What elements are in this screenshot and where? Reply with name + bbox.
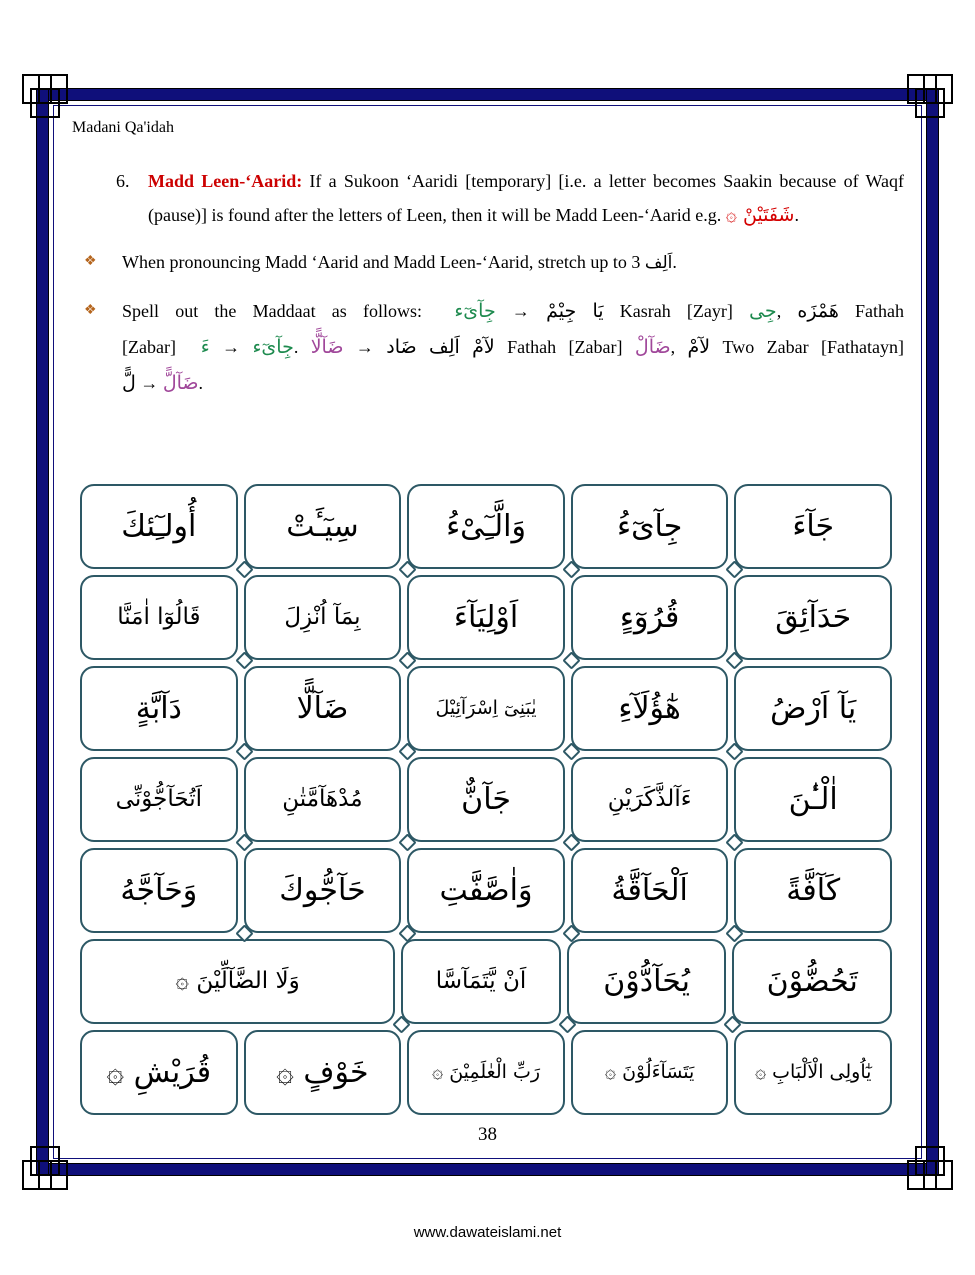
word-cell[interactable]: [80, 666, 238, 751]
word-cell[interactable]: [571, 575, 729, 660]
word-cell[interactable]: [407, 848, 565, 933]
word-cell-text: وَلَا الضَّآلِّيْنَ ۞: [175, 967, 300, 994]
table-row: [80, 1030, 892, 1115]
word-cell[interactable]: [732, 939, 892, 1024]
spell-out-label-two-zabar: Two Zabar [Fathatayn]: [722, 337, 904, 357]
word-cell-text: اَنْ يَّتَمَآسَّا: [435, 967, 527, 994]
word-cell[interactable]: [734, 666, 892, 751]
bullet-arabic-alif: اَلِف: [644, 253, 673, 273]
word-cell[interactable]: [244, 575, 402, 660]
word-cell[interactable]: [734, 484, 892, 569]
word-cell-text: بِمَآ اُنْزِلَ: [284, 603, 361, 630]
word-cell-text: يٰبَنِىٓ اِسْرَآئِيْلَ: [435, 696, 537, 719]
word-cell-text: خَوْفٍ ۞: [276, 1054, 369, 1090]
word-cell-text: جَآءَ: [792, 508, 835, 544]
word-cell[interactable]: [80, 575, 238, 660]
word-cell-text: يَآ اَرْضُ: [770, 690, 857, 726]
numbered-item-text: If a Sukoon ‘Aaridi [temporary] [i.e. a letter becomes Saakin because of Waqf (pause)] is found after the letters of Leen, then it will be Madd Leen-‘Aarid e.g.: [148, 171, 904, 225]
word-cell-text: هٰٓؤُلَآءِ: [618, 690, 681, 726]
bullet-text-before: When pronouncing Madd ‘Aarid and Madd Leen-‘Aarid, stretch up to 3: [122, 252, 645, 272]
spell-out-part-hamzah: هَمْزَه: [797, 300, 839, 322]
word-cell-text: ضَآلًّا: [296, 690, 349, 726]
bullet-item-stretch-rule: [72, 244, 904, 281]
spell-out-part-ya: يَا: [592, 300, 604, 322]
word-cell[interactable]: [567, 939, 727, 1024]
numbered-item-6: [72, 164, 904, 232]
word-cell-text: حَآجُّوكَ: [279, 872, 366, 908]
word-cell[interactable]: [571, 484, 729, 569]
word-cell[interactable]: [80, 757, 238, 842]
word-cell-text: اٰلْـٰٔنَ: [788, 781, 838, 817]
numbered-item-term: Madd Leen-‘Aarid:: [148, 171, 303, 191]
word-cell-text: ءَآلذَّكَرَيْنِ: [607, 785, 692, 812]
word-cell-text: اَتُحَآجُّوْنِّى: [115, 785, 202, 812]
word-cell[interactable]: [407, 1030, 565, 1115]
word-cell-text: وَحَآجَّهُ: [120, 872, 198, 908]
word-cell[interactable]: [244, 848, 402, 933]
word-cell-text: أُولـِٓئكَ: [121, 508, 197, 544]
numbered-item-example-arabic: شَفَتَيْنْ ۞: [725, 204, 795, 226]
spell-out-part-hamza-short: ءَ: [200, 336, 210, 358]
word-cell[interactable]: [407, 575, 565, 660]
table-row: [80, 575, 892, 660]
numbered-item-body: [148, 164, 904, 232]
word-cell[interactable]: [734, 575, 892, 660]
page-content: [72, 118, 904, 401]
word-cell[interactable]: [80, 1030, 238, 1115]
word-cell[interactable]: [571, 666, 729, 751]
spell-out-result-daal: ضَآلًّا: [310, 336, 344, 358]
word-cell[interactable]: [244, 484, 402, 569]
word-cell[interactable]: [734, 848, 892, 933]
diamond-bullet-icon-2: ❖: [84, 303, 97, 318]
word-cell-text: سِيٓـَٔتْ: [286, 508, 359, 544]
word-cell-text: اَلْحَآقَّةُ: [611, 872, 688, 908]
word-cell-text: يٰٓاُولِى الْاَلْبَابِ ۞: [755, 1060, 872, 1083]
frame-bar-right: [926, 88, 939, 1176]
word-cell-text: رَبِّ الْعٰلَمِيْنَ ۞: [432, 1060, 541, 1083]
spell-out-line-3: [122, 365, 904, 401]
frame-bar-bottom: [36, 1163, 939, 1176]
word-cell-text: كَآفَّةً: [786, 872, 841, 908]
frame-bar-left: [36, 88, 49, 1176]
spell-out-label-fathah: Fathah [Zabar]: [507, 337, 623, 357]
word-cell-text: جَآنٌّ: [461, 781, 511, 817]
spell-out-line-1: Spell out the Maddaat as follows: جِآىٓء → جِيْمْ يَا Kasrah [Zayr] جِى, هَمْزَه Fathah: [122, 300, 905, 322]
word-cell-text: اَوْلِيَآءَ: [453, 599, 519, 635]
spell-out-comma-2: ,: [670, 337, 676, 357]
table-row: [80, 848, 892, 933]
word-cell[interactable]: [571, 1030, 729, 1115]
word-cell-text: وَالَّـِٓىْءُ: [446, 508, 526, 544]
spell-out-result-jee: جِآىٓء: [454, 300, 496, 322]
word-cell-text: مُدْهَآمَّتٰنِ: [282, 785, 363, 812]
spell-out-arrow-1: →: [511, 301, 530, 321]
spell-out-arrow-2: →: [222, 337, 241, 357]
frame-bar-top: [36, 88, 939, 101]
corner-knot-top-left-icon: [22, 74, 78, 130]
spell-out-final: ضَآلًّ: [162, 372, 199, 394]
spell-out-part-daad: ضَاد: [386, 336, 417, 358]
word-cell[interactable]: [734, 757, 892, 842]
table-row: [80, 939, 892, 1024]
word-cell[interactable]: [244, 757, 402, 842]
word-cell-text: قُرَيْشِ ۞: [106, 1054, 212, 1090]
spell-out-label-kasrah: Kasrah [Zayr]: [619, 301, 733, 321]
word-cell[interactable]: [80, 484, 238, 569]
spell-out-part-alif: اَلِف: [429, 336, 460, 358]
word-cell[interactable]: [571, 757, 729, 842]
word-cell[interactable]: [244, 1030, 402, 1115]
spell-out-part-laam-m: لآمْ: [472, 336, 495, 358]
page-number: 38: [478, 1124, 497, 1145]
word-cell[interactable]: [571, 848, 729, 933]
word-cell[interactable]: [401, 939, 561, 1024]
bullet-item-spell-out-body: [122, 293, 904, 401]
bullet-item-spell-out: [72, 293, 904, 401]
table-row: [80, 757, 892, 842]
corner-knot-top-right-icon: [897, 74, 953, 130]
spell-out-arrow-4: →: [140, 373, 159, 393]
word-cell[interactable]: [407, 757, 565, 842]
spell-out-part-ji: جِى: [749, 300, 777, 322]
word-cell-text: قَالُوٓا اٰمَنَّا: [117, 603, 201, 630]
spell-out-period: .: [198, 373, 204, 393]
footer-url: www.dawateislami.net: [413, 1224, 562, 1241]
word-cell[interactable]: [244, 666, 402, 751]
word-practice-table: [80, 484, 892, 1121]
word-cell[interactable]: [80, 848, 238, 933]
word-cell-text: يُحَآدُّوْنَ: [603, 963, 690, 999]
running-head: Madani Qa'idah: [72, 119, 174, 136]
table-row: [80, 666, 892, 751]
table-row: [80, 484, 892, 569]
spell-out-part-lan: لًّ: [122, 372, 136, 394]
word-cell-text: دَآبَّةٍ: [135, 690, 182, 726]
word-cell-text: وَاٰصَّفَّتِ: [439, 872, 533, 908]
word-cell-text: جِآىٓءُ: [616, 508, 683, 544]
bullet-item-stretch-rule-body: [122, 244, 904, 281]
word-cell-text: تَحُضُّوْنَ: [766, 963, 858, 999]
word-cell[interactable]: [407, 484, 565, 569]
spell-out-part-laam-2: لآمْ: [687, 336, 711, 358]
word-cell-text: قُرُوٓءٍ: [619, 599, 680, 635]
word-cell[interactable]: [407, 666, 565, 751]
word-cell-text: حَدَآئِقَ: [775, 599, 852, 635]
diamond-bullet-icon: ❖: [84, 254, 97, 269]
spell-out-arrow-3: →: [355, 337, 374, 357]
spell-out-result-jee-2: جِآىٓء: [252, 336, 294, 358]
word-cell-text: يَتَسَآءَلُوْنَ ۞: [604, 1060, 695, 1083]
bullet-text-after: .: [672, 252, 677, 272]
spell-out-intro: Spell out the Maddaat as follows:: [122, 301, 422, 321]
spell-out-part-daal-short: ضَآلْ: [634, 336, 671, 358]
spell-out-part-jeem: جِيْمْ: [546, 300, 577, 322]
word-cell[interactable]: [80, 939, 395, 1024]
word-cell[interactable]: [734, 1030, 892, 1115]
numbered-item-trailing: .: [794, 205, 799, 225]
numbered-item-marker: 6.: [116, 171, 130, 191]
spell-out-comma-1: ,: [776, 301, 782, 321]
spell-out-line-2: [Zabar] ءَ → جِآىٓء. ضَآلًّا → ضَاد اَلِف لآمْ Fathah [Zabar] ضَآلْ, لآمْ Two Zabar [Fathatayn]: [122, 336, 904, 358]
